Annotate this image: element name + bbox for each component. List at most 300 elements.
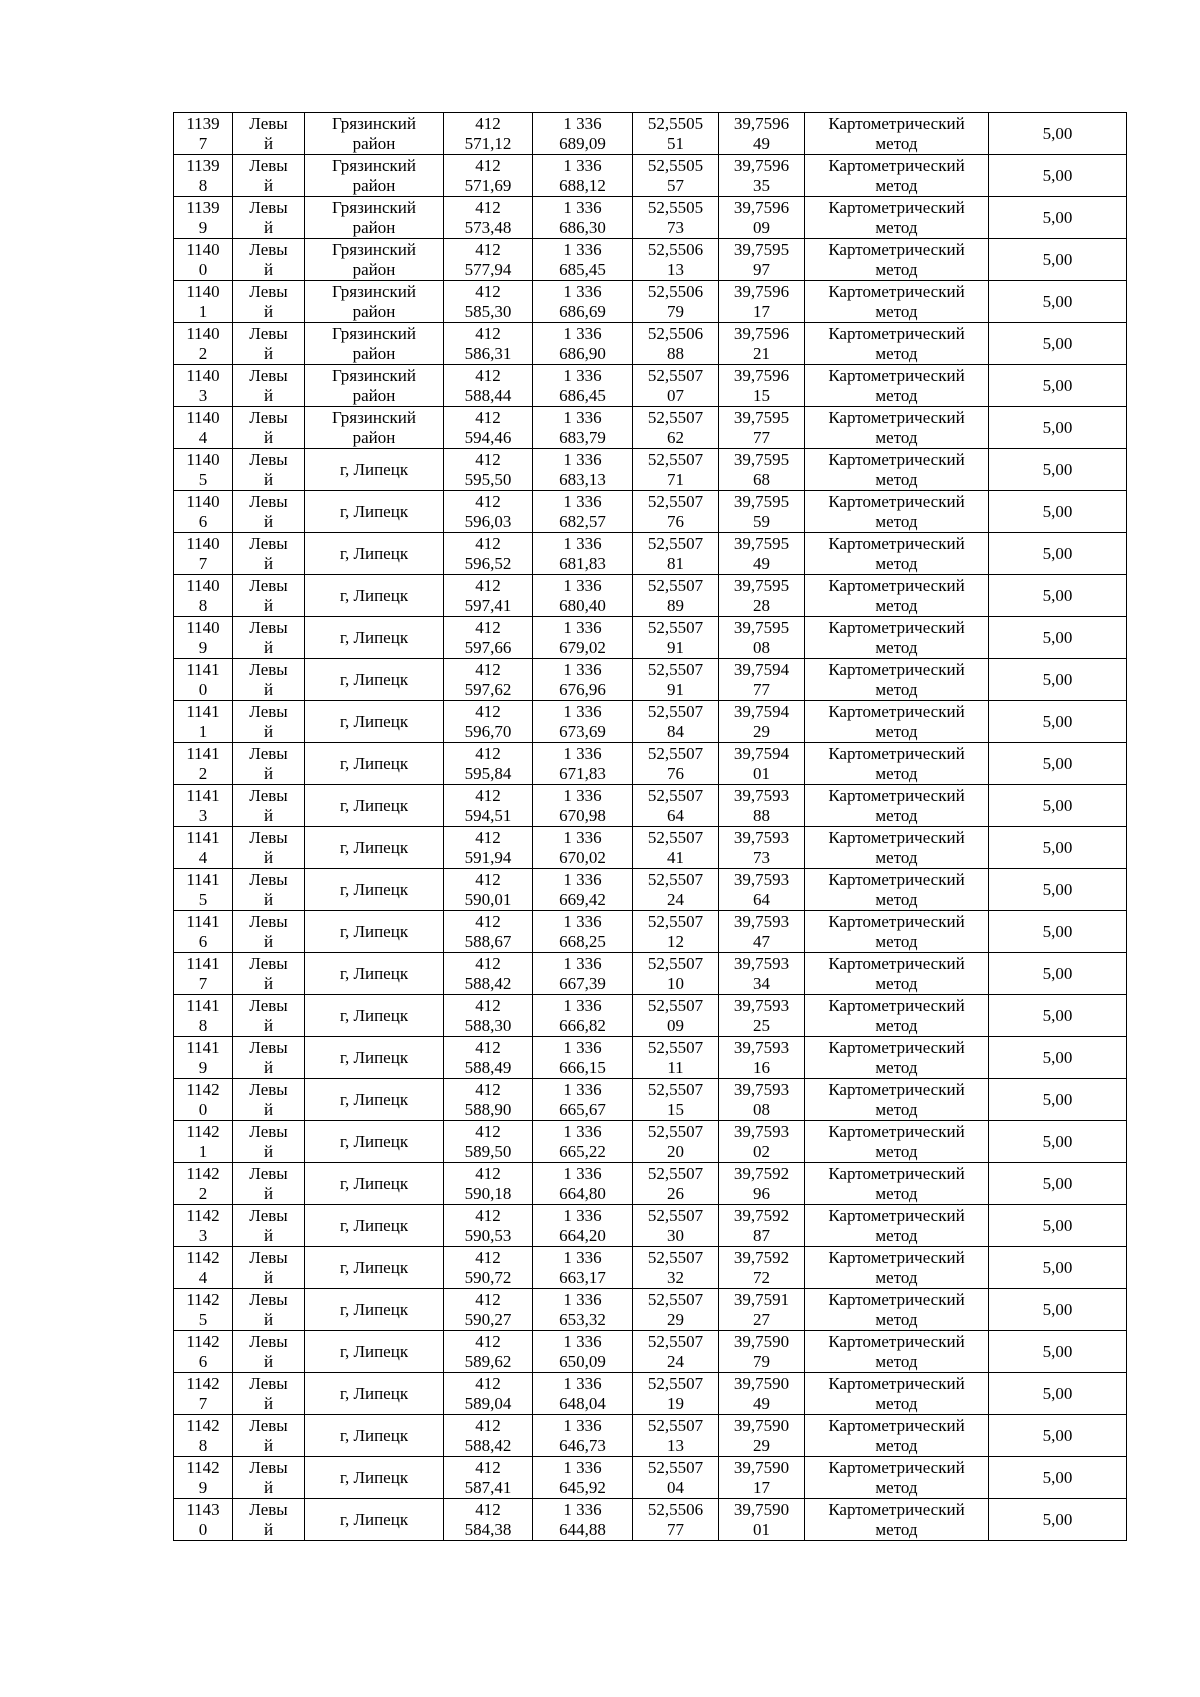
x-coordinate-line: 412	[475, 701, 501, 721]
longitude-cell	[719, 1457, 805, 1499]
method-line: Картометрический	[828, 785, 965, 805]
latitude-cell	[633, 1247, 719, 1289]
latitude-line: 52,5505	[647, 155, 704, 175]
side-cell	[233, 953, 305, 995]
side-line: Левы	[249, 953, 288, 973]
y-coordinate-cell	[533, 323, 633, 365]
side-line: й	[263, 847, 274, 867]
y-coordinate-line: 1 336	[563, 533, 602, 553]
precision-text: 5,00	[1042, 627, 1073, 647]
y-coordinate-line: 679,02	[559, 637, 606, 657]
x-coordinate-cell	[444, 617, 533, 659]
longitude-cell	[719, 197, 805, 239]
y-coordinate-line: 663,17	[559, 1267, 606, 1287]
y-coordinate-line: 1 336	[563, 1037, 602, 1057]
latitude-line: 52,5507	[647, 1289, 704, 1309]
precision-cell	[989, 407, 1127, 449]
table-row	[174, 155, 1127, 197]
side-cell	[233, 1247, 305, 1289]
side-line: й	[263, 637, 274, 657]
method-cell	[805, 1499, 989, 1541]
precision-text: 5,00	[1042, 1257, 1073, 1277]
precision-text: 5,00	[1042, 1215, 1073, 1235]
district-cell	[305, 1289, 444, 1331]
point-number-cell	[174, 533, 233, 575]
latitude-line: 11	[667, 1057, 684, 1077]
district-text: г, Липецк	[339, 1425, 409, 1445]
district-text: г, Липецк	[339, 501, 409, 521]
point-number-cell	[174, 113, 233, 155]
table-row	[174, 701, 1127, 743]
point-number-cell	[174, 323, 233, 365]
district-text: г, Липецк	[339, 1047, 409, 1067]
point-number-cell	[174, 1037, 233, 1079]
district-text: г, Липецк	[339, 1089, 409, 1109]
longitude-cell	[719, 365, 805, 407]
longitude-line: 77	[753, 427, 770, 447]
y-coordinate-cell	[533, 1415, 633, 1457]
method-line: Картометрический	[828, 491, 965, 511]
method-line: Картометрический	[828, 1121, 965, 1141]
method-line: Картометрический	[828, 449, 965, 469]
side-cell	[233, 659, 305, 701]
method-cell	[805, 1079, 989, 1121]
x-coordinate-cell	[444, 491, 533, 533]
longitude-cell	[719, 617, 805, 659]
method-cell	[805, 995, 989, 1037]
side-line: й	[263, 721, 274, 741]
x-coordinate-cell	[444, 575, 533, 617]
y-coordinate-line: 1 336	[563, 365, 602, 385]
latitude-cell	[633, 617, 719, 659]
side-line: Левы	[249, 1247, 288, 1267]
longitude-line: 01	[753, 763, 770, 783]
longitude-cell	[719, 1499, 805, 1541]
district-line: район	[352, 343, 396, 363]
side-line: й	[263, 1057, 274, 1077]
y-coordinate-cell	[533, 911, 633, 953]
x-coordinate-cell	[444, 533, 533, 575]
latitude-cell	[633, 533, 719, 575]
y-coordinate-line: 1 336	[563, 575, 602, 595]
x-coordinate-line: 412	[475, 995, 501, 1015]
longitude-line: 39,7592	[733, 1163, 790, 1183]
method-line: Картометрический	[828, 1163, 965, 1183]
side-line: й	[263, 595, 274, 615]
side-line: Левы	[249, 323, 288, 343]
district-cell	[305, 113, 444, 155]
latitude-cell	[633, 575, 719, 617]
district-cell	[305, 239, 444, 281]
district-text: г, Липецк	[339, 1383, 409, 1403]
longitude-cell	[719, 1205, 805, 1247]
longitude-cell	[719, 785, 805, 827]
x-coordinate-line: 412	[475, 1331, 501, 1351]
point-number-line: 1140	[186, 281, 220, 301]
table-row	[174, 407, 1127, 449]
precision-cell	[989, 1205, 1127, 1247]
district-line: Грязинский	[332, 323, 416, 343]
precision-text: 5,00	[1042, 963, 1073, 983]
y-coordinate-line: 668,25	[559, 931, 606, 951]
x-coordinate-cell	[444, 449, 533, 491]
y-coordinate-line: 1 336	[563, 869, 602, 889]
precision-cell	[989, 995, 1127, 1037]
longitude-line: 39,7593	[733, 911, 790, 931]
longitude-line: 39,7590	[733, 1373, 790, 1393]
point-number-line: 1139	[186, 197, 220, 217]
side-line: Левы	[249, 365, 288, 385]
precision-cell	[989, 1163, 1127, 1205]
longitude-line: 39,7592	[733, 1247, 790, 1267]
side-cell	[233, 575, 305, 617]
point-number-line: 8	[198, 1435, 208, 1455]
district-cell	[305, 1205, 444, 1247]
side-cell	[233, 239, 305, 281]
x-coordinate-cell	[444, 1373, 533, 1415]
y-coordinate-line: 644,88	[559, 1519, 606, 1539]
side-line: Левы	[249, 533, 288, 553]
latitude-line: 30	[667, 1225, 684, 1245]
method-line: Картометрический	[828, 1373, 965, 1393]
latitude-cell	[633, 1079, 719, 1121]
x-coordinate-line: 412	[475, 407, 501, 427]
latitude-line: 10	[667, 973, 684, 993]
point-number-line: 5	[198, 889, 208, 909]
precision-cell	[989, 1247, 1127, 1289]
longitude-cell	[719, 155, 805, 197]
latitude-line: 52,5506	[647, 239, 704, 259]
longitude-line: 39,7593	[733, 1079, 790, 1099]
district-text: г, Липецк	[339, 963, 409, 983]
longitude-line: 39,7595	[733, 575, 790, 595]
side-line: й	[263, 1309, 274, 1329]
latitude-cell	[633, 1037, 719, 1079]
point-number-cell	[174, 449, 233, 491]
point-number-line: 1	[198, 721, 208, 741]
latitude-cell	[633, 827, 719, 869]
side-cell	[233, 1079, 305, 1121]
method-line: Картометрический	[828, 1205, 965, 1225]
side-cell	[233, 1163, 305, 1205]
y-coordinate-line: 681,83	[559, 553, 606, 573]
longitude-line: 64	[753, 889, 770, 909]
precision-text: 5,00	[1042, 1005, 1073, 1025]
side-line: й	[263, 889, 274, 909]
method-cell	[805, 701, 989, 743]
method-line: метод	[875, 931, 918, 951]
district-text: г, Липецк	[339, 1257, 409, 1277]
x-coordinate-cell	[444, 155, 533, 197]
x-coordinate-cell	[444, 1205, 533, 1247]
precision-cell	[989, 1373, 1127, 1415]
latitude-cell	[633, 197, 719, 239]
longitude-line: 39,7596	[733, 113, 790, 133]
table-body	[174, 113, 1127, 1541]
side-line: Левы	[249, 407, 288, 427]
table-row	[174, 281, 1127, 323]
y-coordinate-line: 686,30	[559, 217, 606, 237]
precision-cell	[989, 1331, 1127, 1373]
longitude-line: 27	[753, 1309, 770, 1329]
point-number-line: 7	[198, 973, 208, 993]
table-row	[174, 785, 1127, 827]
latitude-line: 88	[667, 343, 684, 363]
y-coordinate-line: 1 336	[563, 1331, 602, 1351]
latitude-line: 52,5507	[647, 701, 704, 721]
method-line: Картометрический	[828, 617, 965, 637]
y-coordinate-line: 645,92	[559, 1477, 606, 1497]
method-line: метод	[875, 889, 918, 909]
precision-text: 5,00	[1042, 291, 1073, 311]
x-coordinate-line: 597,62	[464, 679, 512, 699]
point-number-cell	[174, 659, 233, 701]
precision-cell	[989, 911, 1127, 953]
side-cell	[233, 323, 305, 365]
method-line: Картометрический	[828, 1289, 965, 1309]
latitude-line: 62	[667, 427, 684, 447]
longitude-line: 39,7590	[733, 1499, 790, 1519]
method-line: метод	[875, 1351, 918, 1371]
district-line: Грязинский	[332, 239, 416, 259]
district-text: г, Липецк	[339, 1509, 409, 1529]
district-text: г, Липецк	[339, 711, 409, 731]
longitude-line: 39,7596	[733, 197, 790, 217]
method-line: Картометрический	[828, 869, 965, 889]
x-coordinate-cell	[444, 365, 533, 407]
latitude-line: 20	[667, 1141, 684, 1161]
latitude-line: 52,5507	[647, 407, 704, 427]
table-row	[174, 953, 1127, 995]
point-number-line: 9	[198, 637, 208, 657]
x-coordinate-cell	[444, 995, 533, 1037]
side-line: й	[263, 1225, 274, 1245]
x-coordinate-cell	[444, 911, 533, 953]
y-coordinate-cell	[533, 1499, 633, 1541]
latitude-cell	[633, 743, 719, 785]
point-number-line: 1141	[186, 953, 220, 973]
point-number-line: 1	[198, 301, 208, 321]
y-coordinate-line: 682,57	[559, 511, 606, 531]
table-row	[174, 323, 1127, 365]
side-line: й	[263, 805, 274, 825]
side-cell	[233, 449, 305, 491]
point-number-line: 5	[198, 1309, 208, 1329]
precision-cell	[989, 155, 1127, 197]
side-cell	[233, 785, 305, 827]
latitude-line: 52,5507	[647, 785, 704, 805]
latitude-line: 52,5507	[647, 1121, 704, 1141]
longitude-line: 15	[753, 385, 770, 405]
y-coordinate-line: 666,82	[559, 1015, 606, 1035]
x-coordinate-line: 590,01	[464, 889, 512, 909]
method-line: метод	[875, 1435, 918, 1455]
x-coordinate-line: 596,70	[464, 721, 512, 741]
precision-cell	[989, 1079, 1127, 1121]
precision-text: 5,00	[1042, 459, 1073, 479]
y-coordinate-line: 689,09	[559, 133, 606, 153]
y-coordinate-line: 1 336	[563, 239, 602, 259]
method-line: метод	[875, 301, 918, 321]
method-line: метод	[875, 847, 918, 867]
latitude-cell	[633, 365, 719, 407]
y-coordinate-line: 1 336	[563, 1205, 602, 1225]
method-line: метод	[875, 343, 918, 363]
district-cell	[305, 743, 444, 785]
side-cell	[233, 197, 305, 239]
longitude-line: 39,7593	[733, 1037, 790, 1057]
latitude-line: 52,5507	[647, 1079, 704, 1099]
precision-cell	[989, 701, 1127, 743]
district-line: район	[352, 217, 396, 237]
side-line: й	[263, 427, 274, 447]
method-line: метод	[875, 1267, 918, 1287]
method-line: Картометрический	[828, 1499, 965, 1519]
table-row	[174, 239, 1127, 281]
latitude-line: 52,5507	[647, 911, 704, 931]
x-coordinate-line: 596,03	[464, 511, 512, 531]
latitude-cell	[633, 953, 719, 995]
y-coordinate-line: 665,67	[559, 1099, 606, 1119]
latitude-line: 13	[667, 1435, 684, 1455]
longitude-cell	[719, 1247, 805, 1289]
y-coordinate-cell	[533, 953, 633, 995]
y-coordinate-line: 1 336	[563, 1163, 602, 1183]
method-line: Картометрический	[828, 197, 965, 217]
longitude-line: 39,7595	[733, 449, 790, 469]
point-number-line: 7	[198, 133, 208, 153]
table-row	[174, 659, 1127, 701]
y-coordinate-line: 1 336	[563, 155, 602, 175]
table-row	[174, 113, 1127, 155]
district-cell	[305, 1499, 444, 1541]
longitude-line: 25	[753, 1015, 770, 1035]
precision-text: 5,00	[1042, 879, 1073, 899]
x-coordinate-line: 588,42	[464, 973, 512, 993]
point-number-cell	[174, 743, 233, 785]
method-line: метод	[875, 511, 918, 531]
side-line: й	[263, 133, 274, 153]
latitude-line: 07	[667, 385, 684, 405]
point-number-line: 3	[198, 805, 208, 825]
x-coordinate-line: 571,12	[464, 133, 512, 153]
side-cell	[233, 113, 305, 155]
point-number-line: 1140	[186, 491, 220, 511]
table-row	[174, 575, 1127, 617]
latitude-line: 77	[667, 1519, 684, 1539]
table-row	[174, 491, 1127, 533]
district-cell	[305, 323, 444, 365]
latitude-line: 52,5507	[647, 953, 704, 973]
x-coordinate-line: 597,41	[464, 595, 512, 615]
y-coordinate-line: 1 336	[563, 953, 602, 973]
table-row	[174, 1079, 1127, 1121]
method-line: метод	[875, 259, 918, 279]
side-line: й	[263, 385, 274, 405]
method-line: Картометрический	[828, 953, 965, 973]
longitude-line: 39,7594	[733, 701, 790, 721]
point-number-line: 1142	[186, 1331, 220, 1351]
district-line: район	[352, 259, 396, 279]
x-coordinate-line: 412	[475, 869, 501, 889]
latitude-line: 15	[667, 1099, 684, 1119]
point-number-line: 1142	[186, 1163, 220, 1183]
precision-cell	[989, 365, 1127, 407]
x-coordinate-cell	[444, 1289, 533, 1331]
y-coordinate-line: 680,40	[559, 595, 606, 615]
method-line: Картометрический	[828, 113, 965, 133]
latitude-cell	[633, 281, 719, 323]
side-line: Левы	[249, 575, 288, 595]
side-line: й	[263, 1351, 274, 1371]
longitude-line: 39,7594	[733, 659, 790, 679]
latitude-line: 84	[667, 721, 684, 741]
y-coordinate-cell	[533, 533, 633, 575]
longitude-line: 39,7591	[733, 1289, 790, 1309]
y-coordinate-line: 683,13	[559, 469, 606, 489]
y-coordinate-line: 1 336	[563, 1289, 602, 1309]
latitude-cell	[633, 701, 719, 743]
latitude-line: 24	[667, 889, 684, 909]
latitude-line: 04	[667, 1477, 684, 1497]
side-line: й	[263, 343, 274, 363]
method-line: Картометрический	[828, 827, 965, 847]
point-number-cell	[174, 1373, 233, 1415]
y-coordinate-line: 666,15	[559, 1057, 606, 1077]
district-line: район	[352, 385, 396, 405]
y-coordinate-cell	[533, 1037, 633, 1079]
method-line: метод	[875, 805, 918, 825]
point-number-line: 1143	[186, 1499, 220, 1519]
x-coordinate-line: 412	[475, 1373, 501, 1393]
point-number-line: 1142	[186, 1289, 220, 1309]
y-coordinate-line: 1 336	[563, 995, 602, 1015]
latitude-cell	[633, 1163, 719, 1205]
y-coordinate-cell	[533, 491, 633, 533]
district-cell	[305, 701, 444, 743]
longitude-cell	[719, 113, 805, 155]
y-coordinate-cell	[533, 1331, 633, 1373]
side-line: Левы	[249, 1163, 288, 1183]
side-cell	[233, 995, 305, 1037]
y-coordinate-line: 653,32	[559, 1309, 606, 1329]
latitude-line: 51	[667, 133, 684, 153]
point-number-line: 1140	[186, 575, 220, 595]
latitude-line: 52,5507	[647, 869, 704, 889]
side-cell	[233, 407, 305, 449]
latitude-cell	[633, 1415, 719, 1457]
point-number-line: 1140	[186, 365, 220, 385]
side-line: й	[263, 175, 274, 195]
method-line: метод	[875, 679, 918, 699]
latitude-line: 13	[667, 259, 684, 279]
longitude-line: 39,7595	[733, 407, 790, 427]
longitude-line: 29	[753, 1435, 770, 1455]
side-line: Левы	[249, 155, 288, 175]
precision-text: 5,00	[1042, 207, 1073, 227]
longitude-cell	[719, 491, 805, 533]
method-line: метод	[875, 427, 918, 447]
side-line: Левы	[249, 197, 288, 217]
side-line: й	[263, 679, 274, 699]
x-coordinate-line: 586,31	[464, 343, 512, 363]
district-cell	[305, 911, 444, 953]
method-cell	[805, 281, 989, 323]
latitude-cell	[633, 113, 719, 155]
latitude-line: 52,5507	[647, 1415, 704, 1435]
x-coordinate-line: 412	[475, 1457, 501, 1477]
x-coordinate-line: 412	[475, 1163, 501, 1183]
